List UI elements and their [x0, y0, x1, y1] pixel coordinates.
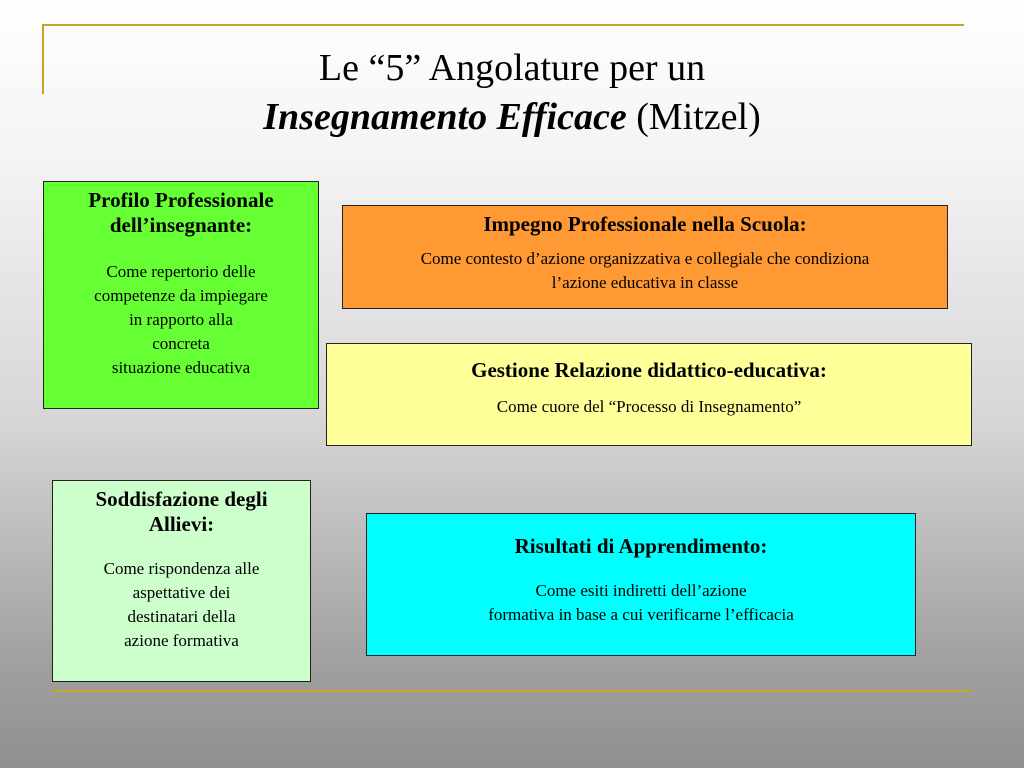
box-heading: Profilo Professionale dell’insegnante:	[88, 188, 274, 237]
box-gestione-relazione	[326, 343, 972, 446]
box-profilo-professionale	[43, 181, 319, 409]
box-body: Come esiti indiretti dell’azione formativa in base a cui verificarne l’efficacia	[488, 581, 794, 624]
bottom-rule	[52, 690, 972, 692]
box-body: Come repertorio delle competenze da impiegare in rapporto alla concreta situazione educativa	[94, 262, 268, 377]
box-impegno-professionale	[342, 205, 948, 309]
slide-title-emphasis: Insegnamento Efficace	[263, 96, 627, 138]
top-rule	[44, 24, 964, 26]
box-body: Come contesto d’azione organizzativa e collegiale che condiziona l’azione educativa in classe	[420, 249, 870, 292]
slide-title-author: (Mitzel)	[626, 96, 761, 138]
box-heading: Risultati di Apprendimento:	[514, 534, 768, 558]
box-heading: Soddisfazione degli Allievi:	[95, 487, 268, 536]
box-body: Come cuore del “Processo di Insegnamento”	[496, 397, 802, 416]
slide-title-line2	[0, 94, 1024, 140]
box-risultati-apprendimento	[366, 513, 916, 656]
box-heading: Impegno Professionale nella Scuola:	[483, 212, 807, 236]
box-soddisfazione-allievi	[52, 480, 311, 682]
box-heading: Gestione Relazione didattico-educativa:	[471, 358, 827, 382]
slide-title-line1: Le “5” Angolature per un	[318, 47, 706, 89]
box-body: Come rispondenza alle aspettative dei destinatari della azione formativa	[103, 559, 260, 650]
